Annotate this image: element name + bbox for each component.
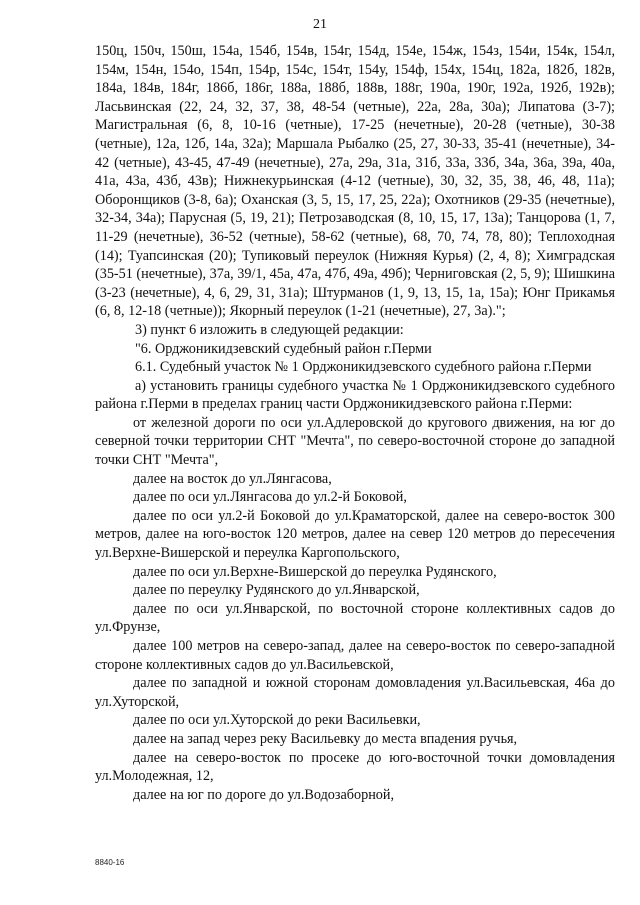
street-list-continuation: 150ц, 150ч, 150ш, 154а, 154б, 154в, 154г, 154д, 154е, 154ж, 154з, 154и, 154к, 154л, 154м, 154н, 154о, 154п, 154р, 154с, 154т, 154у, 154ф, 154х, 154ц, 182а, 182б, 182в, 184а, 184в, 184г, 186б, 186г, 188а, 188б, 188в, 188г, 190а, 190г, 192а, 192б, 192в); Ласьвинская (22, 24, 32, 37, 38, 48-54 (четные), 22а, 28а, 30а); Липатова (3-7); Магистральная (6, 8, 10-16 (четные), 17-25 (нечетные), 20-28 (четные), 30-38 (четные), 12а, 12б, 14а, 32а); Маршала Рыбалко (25, 27, 30-33, 35-41 (нечетные), 34-42 (четные), 43-45, 47-49 (нечетные), 27а, 29а, 31а, 31б, 33а, 33б, 34а, 36а, 39а, 40а, 41а, 43а, 43б, 43в); Нижнекурьинская (4-12 (четные), 30, 32, 35, 38, 46, 48, 11а); Оборонщиков (3-8, 6а); Оханская (3, 5, 15, 17, 25, 22а); Охотников (29-35 (нечетные), 32-34, 34а); Парусная (5, 19, 21); Петрозаводская (8, 10, 15, 17, 13а); Танцорова (1, 7, 11-29 (нечетные), 36-52 (четные), 58-62 (четные), 68, 70, 74, 78, 80); Теплоходная (14); Туапсинская (20); Тупиковый переулок (Нижняя Курья) (2, 4, 8); Химградская (35-51 (нечетные), 37а, 39/1, 45а, 47а, 47б, 49а, 49б); Черниговская (2, 5, 9); Шишкина (3-23 (нечетные), 4, 6, 29, 31, 31а); Штурманов (1, 9, 13, 15, 1а, 15а); Юнг Прикамья (6, 8, 12-18 (четные)); Якорный переулок (1-21 (нечетные), 27, 3а)."; [95, 43, 615, 320]
boundary-paragraph: далее по оси ул.Верхне-Вишерской до переулка Рудянского, [133, 563, 497, 580]
boundary-paragraph: от железной дороги по оси ул.Адлеровской до кругового движения, на юг до северной точки территории СНТ "Мечта", по северо-восточной стороне до западной точки СНТ "Мечта", [95, 414, 615, 469]
boundary-paragraph: далее по оси ул.Хуторской до реки Васильевки, [133, 712, 421, 729]
clause-a: а) установить границы судебного участка № 1 Орджоникидзевского судебного района г.Перми в пределах границ части Орджоникидзевского района г.Перми: [95, 377, 615, 413]
boundary-paragraph: далее по оси ул.2-й Боковой до ул.Краматорской, далее на северо-восток 300 метров, далее на юго-восток 120 метров, далее на север 120 метров до пересечения ул.Верхне-Вишерской и переулка Каргопольского, [95, 507, 615, 562]
amendment-item-3: 3) пункт 6 изложить в следующей редакции: [135, 321, 404, 338]
section-heading-6: "6. Орджоникидзевский судебный район г.Перми [135, 340, 432, 357]
boundary-paragraph: далее по переулку Рудянского до ул.Январской, [133, 582, 420, 599]
boundary-paragraph: далее по оси ул.Лянгасова до ул.2-й Боковой, [133, 489, 407, 506]
boundary-paragraph: далее на северо-восток по просеке до юго-восточной точки домовладения ул.Молодежная, 12, [95, 749, 615, 785]
boundary-paragraph: далее на запад через реку Васильевку до места впадения ручья, [133, 730, 518, 747]
boundary-paragraph: далее 100 метров на северо-запад, далее на северо-восток по северо-западной стороне коллективных садов до ул.Васильевской, [95, 638, 615, 673]
boundary-paragraph: далее на восток до ул.Лянгасова, [133, 470, 332, 487]
document-body [95, 42, 615, 804]
boundary-paragraph: далее по оси ул.Январской, по восточной стороне коллективных садов до ул.Фрунзе, [95, 600, 615, 636]
subsection-heading-6-1: 6.1. Судебный участок № 1 Орджоникидзевского судебного района г.Перми [135, 359, 592, 376]
boundary-paragraph: далее по западной и южной сторонам домовладения ул.Васильевская, 46а до ул.Хуторской, [95, 675, 615, 710]
boundary-paragraph: далее на юг по дороге до ул.Водозаборной, [133, 786, 395, 803]
footer-code: 8840-16 [95, 858, 125, 867]
page-number: 21 [313, 17, 327, 32]
